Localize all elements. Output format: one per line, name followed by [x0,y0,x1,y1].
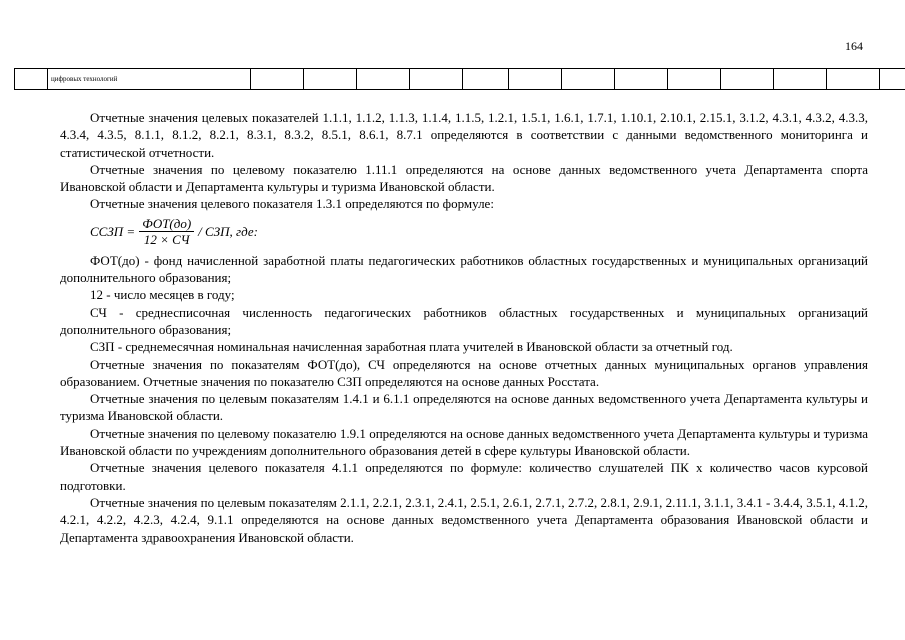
table-row [15,69,905,90]
formula-lhs: ССЗП = [90,223,136,239]
table-cell [615,69,668,90]
paragraph: Отчетные значения по показателям ФОТ(до), СЧ определяются на основе отчетных данных муниципальных органов управления образованием. Отчетные значения по показателю СЗП определяются на основе данных Росстата. [60,356,868,389]
formula-denominator: 12 × СЧ [143,231,190,247]
paragraph: Отчетные значения по целевому показателю 1.9.1 определяются на основе данных ведомственного учета Департамента культуры и туризма Ивановской области по учреждениям дополнительного образования детей в сфере культуры Ивановской области. [60,425,868,459]
table-cell [827,69,880,90]
paragraph: Отчетные значения по целевому показателю 1.11.1 определяются на основе данных ведомственного учета Департамента спорта Ивановской области и Департамента культуры и туризма Ивановской области. [60,161,868,195]
table-cell [304,69,357,90]
table-cell [15,69,48,90]
table-cell [880,69,905,90]
table-cell [251,69,304,90]
paragraph: СЧ - среднесписочная численность педагогических работников областных государственных и муниципальных организаций дополнительного образования; [60,304,868,337]
table-cell [509,69,562,90]
table-cell [562,69,615,90]
continued-table-row [14,68,905,90]
paragraph: 12 - число месяцев в году; [90,287,235,303]
document-body [60,109,868,546]
paragraph: Отчетные значения целевого показателя 4.1.1 определяются по формуле: количество слушателей ПК х количество часов курсовой подготовки. [60,460,868,493]
table-cell [357,69,410,90]
paragraph: Отчетные значения целевых показателей 1.1.1, 1.1.2, 1.1.3, 1.1.4, 1.1.5, 1.2.1, 1.5.1, 1.6.1, 1.7.1, 1.10.1, 2.10.1, 2.15.1, 3.1.2, 4.3.1, 4.3.2, 4.3.3, 4.3.4, 4.3.5, 8.1.1, 8.1.2, 8.2.1, 8.3.1, 8.3.2, 8.5.1, 8.6.1, 8.7.1 определяются в соответствии с данными ведомственного мониторинга и статистической отчетности. [60,110,868,160]
paragraph: Отчетные значения по целевым показателям 1.4.1 и 6.1.1 определяются на основе данных ведомственного учета Департамента культуры и туризма Ивановской области. [60,391,868,424]
paragraph: ФОТ(до) - фонд начисленной заработной платы педагогических работников областных государственных и муниципальных организаций дополнительного образования; [60,252,868,286]
formula-rhs: / СЗП, где: [198,223,258,239]
table-cell: цифровых технологий [48,69,251,90]
formula-fraction [139,216,194,247]
table-cell [721,69,774,90]
table-cell [668,69,721,90]
formula-numerator: ФОТ(до) [139,216,194,232]
page-number: 164 [845,39,863,53]
table-cell [774,69,827,90]
paragraph: Отчетные значения по целевым показателям 2.1.1, 2.2.1, 2.3.1, 2.4.1, 2.5.1, 2.6.1, 2.7.1, 2.7.2, 2.8.1, 2.9.1, 2.11.1, 3.1.1, 3.4.1 - 3.4.4, 3.5.1, 4.1.2, 4.2.1, 4.2.2, 4.2.3, 4.2.4, 9.1.1 определяются на основе данных ведомственного учета Департамента образования Ивановской области и Департамента здравоохранения Ивановской области. [60,494,868,545]
formula [90,216,868,247]
paragraph: СЗП - среднемесячная номинальная начисленная заработная плата учителей в Ивановской области за отчетный год. [90,339,733,355]
table-cell [410,69,463,90]
table-cell [463,69,509,90]
paragraph: Отчетные значения целевого показателя 1.3.1 определяются по формуле: [90,196,494,212]
